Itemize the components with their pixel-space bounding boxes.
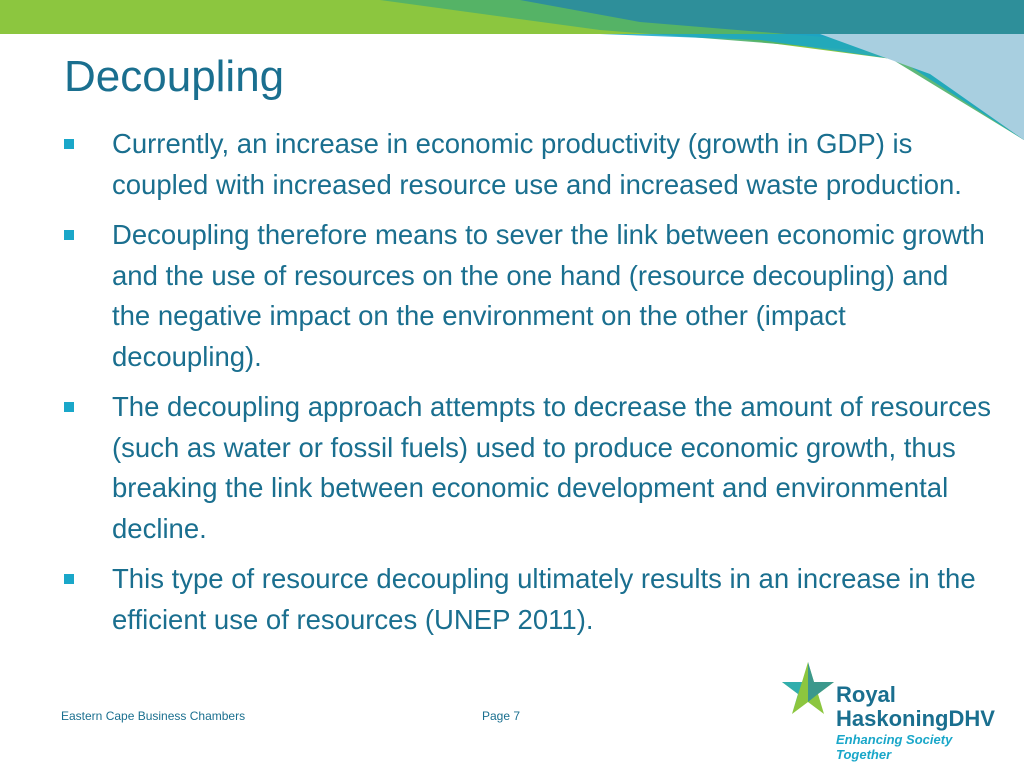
square-bullet-icon	[64, 230, 74, 240]
bullet-item	[64, 387, 994, 549]
logo-tagline: Enhancing Society Together	[836, 732, 953, 762]
bullet-text: This type of resource decoupling ultimately results in an increase in the efficient use of resources (UNEP 2011).	[112, 563, 976, 635]
bullet-item	[64, 124, 994, 205]
square-bullet-icon	[64, 139, 74, 149]
logo-text-line2: HaskoningDHV	[836, 706, 995, 731]
bullet-text: The decoupling approach attempts to decrease the amount of resources (such as water or fossil fuels) used to produce economic growth, thus breaking the link between economic development and environmental decline.	[112, 391, 992, 544]
bullet-list	[64, 124, 994, 650]
bullet-text: Decoupling therefore means to sever the link between economic growth and the use of resources on the one hand (resource decoupling) and the negative impact on the environment on the other (impact decoupling).	[112, 219, 985, 372]
star-logo-icon	[778, 658, 838, 728]
company-logo	[778, 658, 1008, 762]
square-bullet-icon	[64, 574, 74, 584]
slide-title: Decoupling	[64, 52, 285, 101]
logo-text-line1: Royal	[836, 682, 896, 707]
bullet-item	[64, 215, 994, 377]
square-bullet-icon	[64, 402, 74, 412]
bullet-item	[64, 559, 994, 640]
bullet-text: Currently, an increase in economic productivity (growth in GDP) is coupled with increased resource use and increased waste production.	[112, 128, 962, 200]
footer-organization: Eastern Cape Business Chambers	[61, 709, 246, 723]
footer-page-number: Page 7	[482, 709, 521, 723]
